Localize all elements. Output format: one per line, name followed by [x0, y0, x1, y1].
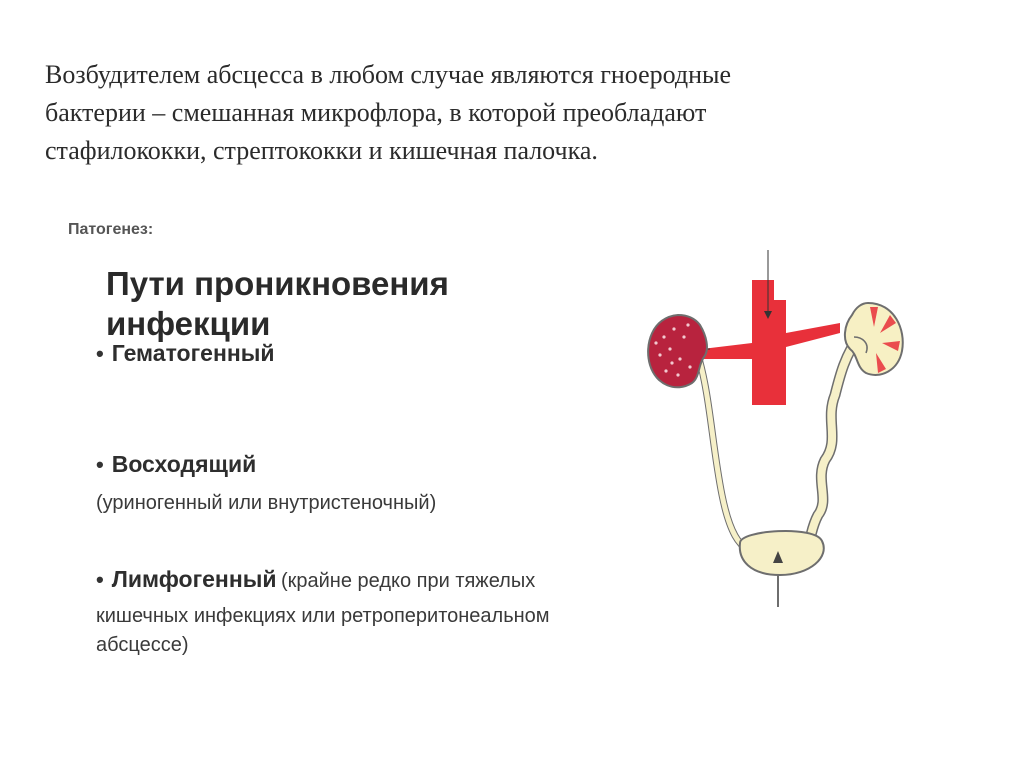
section-label: Патогенез:: [68, 221, 154, 238]
lymphogenic-note-1: (крайне редко при тяжелых: [280, 570, 536, 592]
bullet-lymphogenic: [96, 566, 535, 593]
bullet-hematogenic-label: Гематогенный: [111, 340, 275, 366]
right-renal-artery: [786, 323, 840, 347]
slide-heading: [106, 264, 449, 344]
ascending-note: (уриногенный или внутристеночный): [96, 492, 437, 514]
bullet-hematogenic: [96, 340, 275, 367]
intro-line-2: бактерии – смешанная микрофлора, в которой преобладают: [45, 98, 707, 127]
left-renal-artery: [702, 343, 752, 359]
bullet-marker: •: [96, 341, 104, 366]
intro-paragraph: [45, 56, 985, 170]
lymphogenic-note-3: абсцессе): [96, 634, 189, 656]
lymphogenic-note-2: кишечных инфекциях или ретроперитонеальном: [96, 605, 550, 627]
heading-line-1: Пути проникновения: [106, 265, 449, 302]
bullet-marker: •: [96, 452, 104, 477]
heading-line-2: инфекции: [106, 305, 271, 342]
bladder: [740, 531, 824, 575]
bullet-ascending: [96, 451, 256, 478]
bullet-ascending-label: Восходящий: [111, 451, 257, 477]
aorta: [752, 280, 774, 405]
bullet-lymphogenic-label: Лимфогенный: [111, 566, 277, 592]
bullet-marker: •: [96, 567, 104, 592]
vena-cava: [772, 300, 786, 405]
kidney-urinary-tract-illustration: [640, 245, 920, 615]
intro-line-3: стафилококки, стрептококки и кишечная палочка.: [45, 136, 598, 165]
intro-line-1: Возбудителем абсцесса в любом случае являются гноеродные: [45, 60, 732, 89]
